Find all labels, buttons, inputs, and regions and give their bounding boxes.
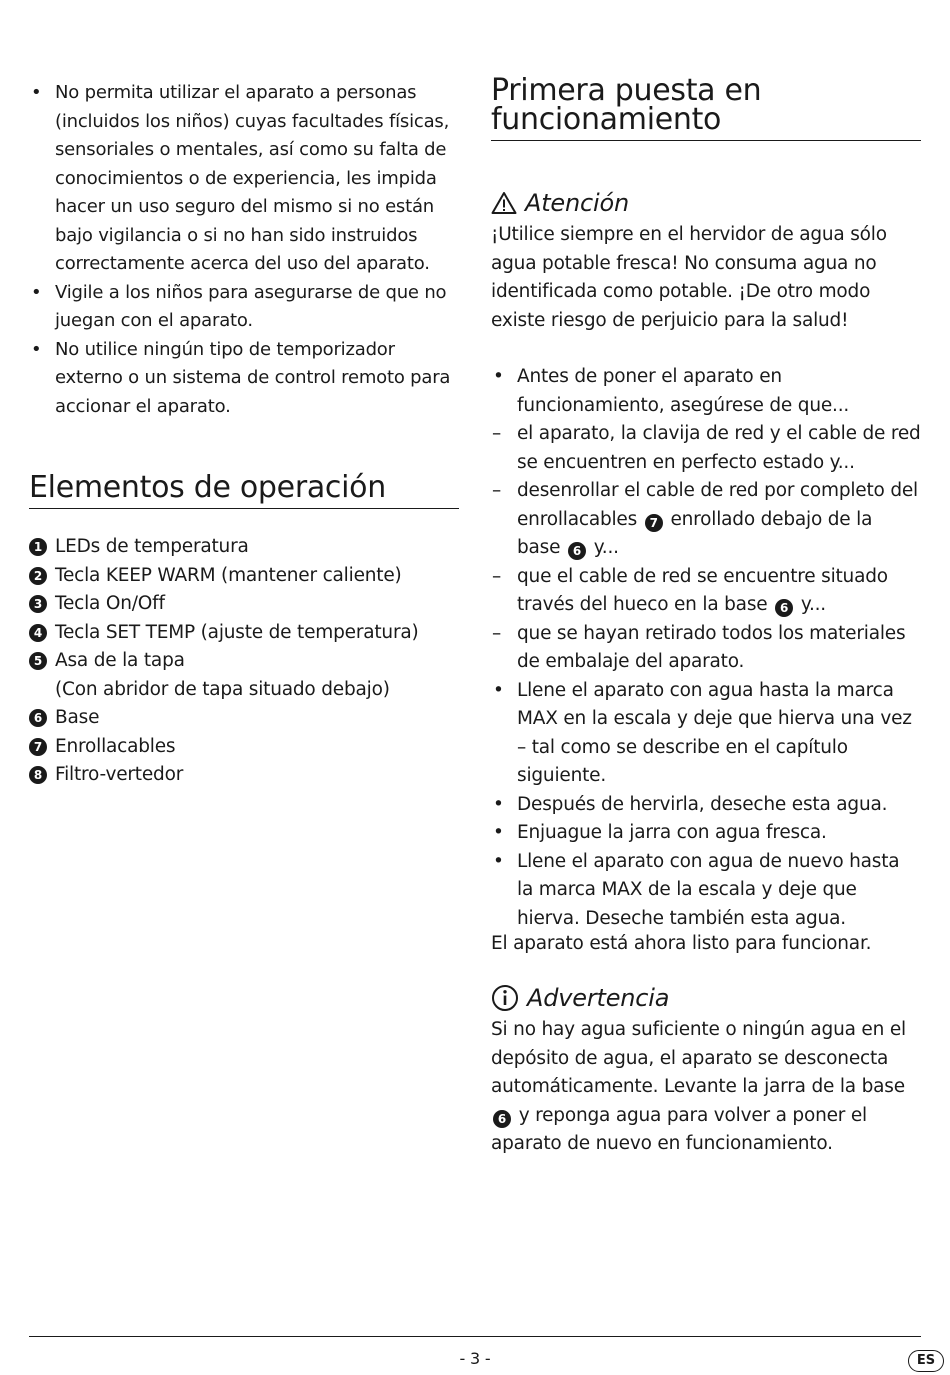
element-label: Asa de la tapa bbox=[55, 650, 185, 671]
number-badge: 7 bbox=[645, 514, 663, 532]
number-badge: 1 bbox=[29, 538, 47, 556]
list-item: • Llene el aparato con agua hasta la marca MAX en la escala y deje que hierva una vez – tal como se describe en el capítulo siguiente. bbox=[491, 677, 921, 791]
element-label: Base bbox=[55, 707, 100, 728]
section-title-primera-puesta bbox=[491, 73, 921, 141]
number-badge: 6 bbox=[493, 1110, 511, 1128]
number-badge: 4 bbox=[29, 624, 47, 642]
page-number: - 3 - bbox=[459, 1349, 491, 1368]
step-text: y... bbox=[800, 594, 826, 615]
attention-body: ¡Utilice siempre en el hervidor de agua sólo agua potable fresca! No consuma agua no identificada como potable. ¡De otro modo existe riesgo de perjuicio para la salud! bbox=[491, 224, 887, 331]
step-text: y... bbox=[593, 537, 619, 558]
footer-divider bbox=[29, 1336, 921, 1337]
advice-heading bbox=[491, 984, 669, 1012]
step-text: desenrollar el cable de red por completo del enrollacables bbox=[517, 480, 919, 530]
element-label: LEDs de temperatura bbox=[55, 536, 249, 557]
list-item bbox=[29, 761, 459, 790]
operation-elements-list bbox=[29, 533, 459, 790]
number-badge: 5 bbox=[29, 652, 47, 670]
element-label: Tecla SET TEMP (ajuste de temperatura) bbox=[55, 621, 419, 643]
list-item bbox=[29, 533, 459, 562]
list-item bbox=[491, 477, 921, 563]
list-item: • No permita utilizar el aparato a personas (incluidos los niños) cuyas facultades físicas, sensoriales o mentales, así como su falta de conocimientos o de experiencia, les impida hacer un uso seguro del mismo si no están bajo vigilancia o si no han sido instruidos correctamente acerca del uso del aparato. bbox=[29, 79, 459, 279]
advice-title: Advertencia bbox=[527, 984, 670, 1012]
list-item: • No utilice ningún tipo de temporizador externo o un sistema de control remoto para accionar el aparato. bbox=[29, 336, 459, 422]
safety-bullet-list bbox=[29, 79, 459, 421]
language-badge: ES bbox=[908, 1350, 944, 1372]
list-item bbox=[29, 733, 459, 762]
ready-text: El aparato está ahora listo para funcionar. bbox=[491, 933, 872, 954]
list-item: • Antes de poner el aparato en funcionamiento, asegúrese de que... bbox=[491, 363, 921, 420]
list-item bbox=[29, 562, 459, 591]
info-circle-icon bbox=[491, 984, 519, 1012]
number-badge: 6 bbox=[775, 599, 793, 617]
list-item: – el aparato, la clavija de red y el cable de red se encuentren en perfecto estado y... bbox=[491, 420, 921, 477]
advice-text: Si no hay agua suficiente o ningún agua en el depósito de agua, el aparato se desconecta automáticamente. Levante la jarra de la base bbox=[491, 1019, 906, 1097]
list-item: • Llene el aparato con agua de nuevo hasta la marca MAX de la escala y deje que hierva. Deseche también esta agua. bbox=[491, 848, 921, 934]
element-label: Tecla On/Off bbox=[55, 593, 165, 614]
list-item bbox=[29, 704, 459, 733]
list-item: • Enjuague la jarra con agua fresca. bbox=[491, 819, 921, 848]
warning-triangle-icon bbox=[491, 191, 517, 215]
number-badge: 8 bbox=[29, 766, 47, 784]
section-title-line: Primera puesta en bbox=[491, 73, 762, 108]
list-item: • Vigile a los niños para asegurarse de que no juegan con el aparato. bbox=[29, 279, 459, 336]
element-label: Tecla KEEP WARM (mantener caliente) bbox=[55, 564, 402, 586]
attention-title: Atención bbox=[525, 189, 629, 217]
step-text: que el cable de red se encuentre situado través del hueco en la base bbox=[517, 565, 888, 615]
advice-body bbox=[491, 1016, 921, 1159]
element-label: Filtro-vertedor bbox=[55, 764, 184, 785]
list-item: – que se hayan retirado todos los materiales de embalaje del aparato. bbox=[491, 620, 921, 677]
list-item: • Después de hervirla, deseche esta agua. bbox=[491, 791, 921, 820]
number-badge: 3 bbox=[29, 595, 47, 613]
number-badge: 6 bbox=[29, 709, 47, 727]
first-use-steps-list bbox=[491, 363, 921, 933]
section-title-line: funcionamiento bbox=[491, 102, 722, 137]
number-badge: 6 bbox=[568, 542, 586, 560]
list-item bbox=[29, 590, 459, 619]
number-badge: 2 bbox=[29, 567, 47, 585]
number-badge: 7 bbox=[29, 738, 47, 756]
list-item bbox=[29, 619, 459, 648]
advice-text: y reponga agua para volver a poner el aparato de nuevo en funcionamiento. bbox=[491, 1104, 867, 1154]
element-label: Enrollacables bbox=[55, 735, 176, 757]
step-text: enrollado debajo de la base bbox=[517, 508, 873, 558]
list-item bbox=[491, 563, 921, 620]
section-title-elementos: Elementos de operación bbox=[29, 473, 459, 509]
list-item bbox=[29, 647, 459, 704]
element-sublabel: (Con abridor de tapa situado debajo) bbox=[55, 678, 390, 700]
attention-heading bbox=[491, 189, 629, 217]
